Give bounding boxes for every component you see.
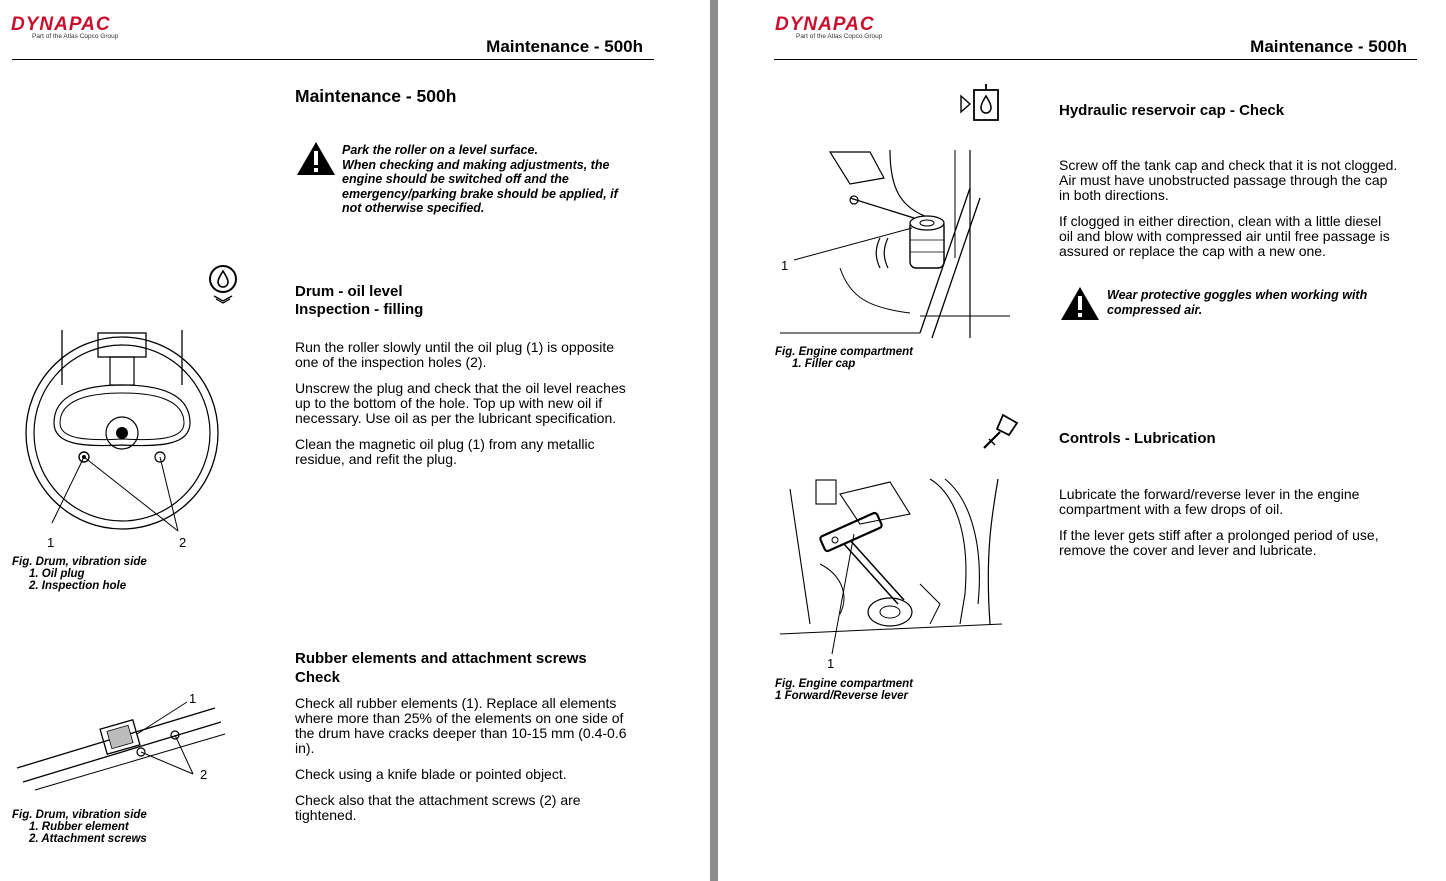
warning-triangle-icon [1060,286,1100,326]
drum-vibration-figure [20,325,230,540]
logo-tagline: Part of the Atlas Copco Group [32,33,119,40]
figure-label: 1 [189,691,197,706]
rubber-element-figure [15,690,235,805]
figure-caption: Fig. Engine compartment 1 Forward/Reverse lever [775,678,914,702]
warning-triangle-icon [296,141,336,181]
hydraulic-body: Screw off the tank cap and check that it is not clogged. Air must have unobstructed passage through the cap in both directions. If clogged in either direction, clean with a little diesel oil and blow with compressed air until free passage is assured or replace the cap with a new one. [1059,157,1398,259]
figure-caption: Fig. Drum, vibration side 1. Oil plug 2. Inspection hole [12,556,147,592]
figure-caption: Fig. Engine compartment 1. Filler cap [775,346,914,370]
controls-body: Lubricate the forward/reverse lever in the engine compartment with a few drops of oil. If the lever gets stiff after a prolonged period of use, remove the cover and lever and lubricate. [1059,486,1379,558]
filler-cap-figure [780,148,990,343]
goggles-warning-text: Wear protective goggles when working with compressed air. [1107,288,1368,317]
rubber-body: Check all rubber elements (1). Replace all elements where more than 25% of the elements on one side of the drum have cracks deeper than 10-15 mm (0.4-0.6 in). Check using a knife blade or pointed object. Check also that the attachment screws (2) are tightened. [295,695,627,823]
header-rule [774,59,1417,60]
right-page [718,0,1446,881]
main-heading: Maintenance - 500h [295,86,457,106]
hydraulic-reservoir-icon [960,84,1002,127]
oil-level-icon [207,265,239,310]
left-page [0,0,710,881]
controls-heading: Controls - Lubrication [1059,430,1216,447]
header-rule [12,59,654,60]
hydraulic-heading: Hydraulic reservoir cap - Check [1059,102,1285,119]
drum-oil-heading: Drum - oil level Inspection - filling [295,283,424,318]
forward-reverse-lever-figure [780,474,1002,659]
figure-label: 1 [827,656,835,671]
rubber-heading: Rubber elements and attachment screws Check [295,650,587,686]
lubrication-gun-icon [981,413,1019,456]
dynapac-logo: DYNAPAC [11,14,111,35]
page-divider [710,0,718,881]
figure-caption: Fig. Drum, vibration side 1. Rubber element 2. Attachment screws [12,809,147,845]
figure-label: 1 [47,535,55,550]
drum-oil-body: Run the roller slowly until the oil plug (1) is opposite one of the inspection holes (2). Unscrew the plug and check that the oil level reaches up to the bottom of the hole. Top up with new oil if necessary. Use oil as per the lubricant specification. Clean the magnetic oil plug (1) from any metallic residue, and refit the plug. [295,339,626,467]
header-title: Maintenance - 500h [1250,37,1407,56]
dynapac-logo: DYNAPAC [775,14,875,35]
header-title: Maintenance - 500h [486,37,643,56]
logo-tagline: Part of the Atlas Copco Group [796,33,883,40]
figure-label: 2 [179,535,187,550]
figure-label: 1 [781,258,789,273]
figure-label: 2 [200,767,208,782]
warning-text: Park the roller on a level surface. When checking and making adjustments, the engine should be switched off and the emergency/parking brake should be applied, if not otherwise specified. [342,143,618,215]
